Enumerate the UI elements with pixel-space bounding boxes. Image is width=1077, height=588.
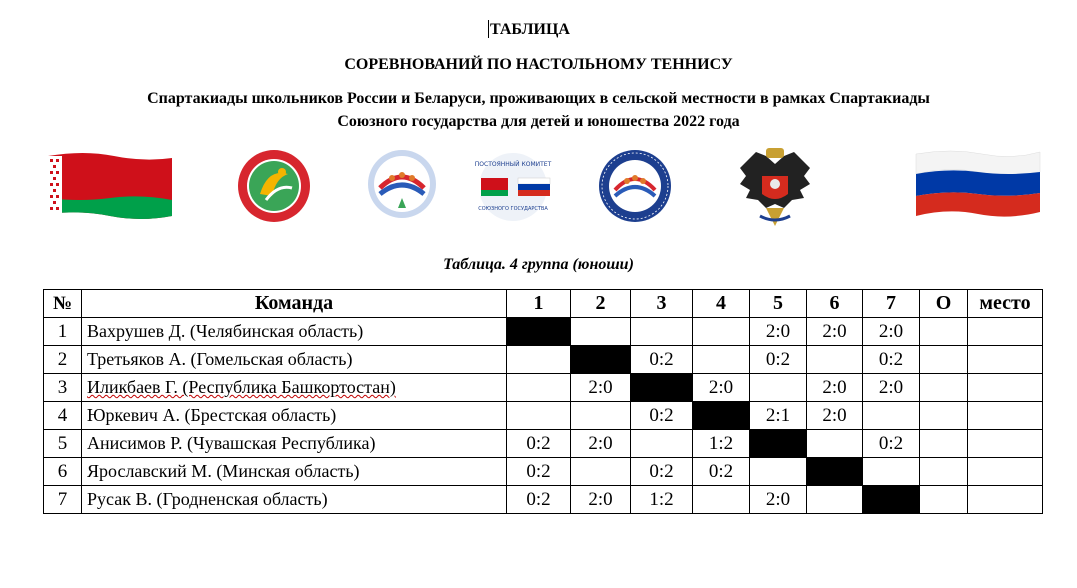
points-cell bbox=[920, 402, 968, 430]
text-cursor bbox=[488, 20, 489, 38]
result-cell: 2:0 bbox=[750, 486, 807, 514]
result-cell: 2:0 bbox=[807, 318, 863, 346]
result-cell: 2:0 bbox=[807, 374, 863, 402]
event-description-line-2: Союзного государства для детей и юношества 2022 года bbox=[337, 113, 740, 130]
result-cell bbox=[693, 346, 750, 374]
table-row bbox=[44, 318, 1043, 346]
self-match-cell bbox=[863, 486, 920, 514]
result-cell: 2:0 bbox=[750, 318, 807, 346]
result-cell: 2:0 bbox=[571, 486, 631, 514]
svg-text:СОЮЗНОГО ГОСУДАРСТВА: СОЮЗНОГО ГОСУДАРСТВА bbox=[478, 206, 548, 212]
place-cell bbox=[968, 486, 1043, 514]
result-cell: 0:2 bbox=[631, 458, 693, 486]
header-points: О bbox=[920, 290, 968, 318]
results-table bbox=[43, 289, 1043, 514]
result-cell: 0:2 bbox=[863, 430, 920, 458]
place-cell bbox=[968, 346, 1043, 374]
result-cell bbox=[631, 318, 693, 346]
result-cell bbox=[507, 374, 571, 402]
result-cell bbox=[863, 402, 920, 430]
table-row bbox=[44, 346, 1043, 374]
result-cell: 2:1 bbox=[750, 402, 807, 430]
place-cell bbox=[968, 458, 1043, 486]
points-cell bbox=[920, 430, 968, 458]
result-cell: 0:2 bbox=[631, 346, 693, 374]
result-cell bbox=[693, 486, 750, 514]
russia-coat-of-arms bbox=[736, 146, 814, 230]
result-cell: 2:0 bbox=[863, 374, 920, 402]
header-place: место bbox=[968, 290, 1043, 318]
header-row bbox=[44, 290, 1043, 318]
result-cell: 0:2 bbox=[507, 430, 571, 458]
result-cell bbox=[507, 346, 571, 374]
place-cell bbox=[968, 374, 1043, 402]
russia-flag bbox=[912, 148, 1044, 220]
points-cell bbox=[920, 318, 968, 346]
result-cell: 0:2 bbox=[750, 346, 807, 374]
result-cell bbox=[807, 346, 863, 374]
result-cell bbox=[631, 430, 693, 458]
team-name: Третьяков А. (Гомельская область) bbox=[82, 346, 507, 374]
self-match-cell bbox=[631, 374, 693, 402]
team-name: Анисимов Р. (Чувашская Республика) bbox=[82, 430, 507, 458]
self-match-cell bbox=[693, 402, 750, 430]
svg-text:ПОСТОЯННЫЙ КОМИТЕТ: ПОСТОЯННЫЙ КОМИТЕТ bbox=[474, 161, 552, 168]
team-name: Русак В. (Гродненская область) bbox=[82, 486, 507, 514]
result-cell bbox=[807, 430, 863, 458]
result-cell bbox=[750, 458, 807, 486]
page-title: ТАБЛИЦА bbox=[490, 21, 570, 38]
points-cell bbox=[920, 374, 968, 402]
union-state-logo bbox=[597, 148, 673, 224]
result-cell: 0:2 bbox=[507, 458, 571, 486]
result-cell: 1:2 bbox=[631, 486, 693, 514]
result-cell: 2:0 bbox=[571, 430, 631, 458]
team-name-text: Иликбаев Г. (Республика Башкортостан) bbox=[87, 377, 396, 397]
table-row bbox=[44, 430, 1043, 458]
team-name bbox=[82, 374, 507, 402]
result-cell: 2:0 bbox=[571, 374, 631, 402]
points-cell bbox=[920, 458, 968, 486]
points-cell bbox=[920, 486, 968, 514]
result-cell: 0:2 bbox=[693, 458, 750, 486]
header-col-4: 4 bbox=[693, 290, 750, 318]
header-col-1: 1 bbox=[507, 290, 571, 318]
result-cell bbox=[571, 402, 631, 430]
row-number: 5 bbox=[44, 430, 82, 458]
belarus-flag bbox=[44, 150, 176, 222]
team-name: Вахрушев Д. (Челябинская область) bbox=[82, 318, 507, 346]
result-cell bbox=[863, 458, 920, 486]
result-cell bbox=[571, 318, 631, 346]
table-row bbox=[44, 486, 1043, 514]
belarus-sport-logo bbox=[236, 148, 312, 224]
header-team: Команда bbox=[82, 290, 507, 318]
standing-committee-logo bbox=[470, 152, 556, 222]
table-row bbox=[44, 458, 1043, 486]
row-number: 6 bbox=[44, 458, 82, 486]
result-cell bbox=[693, 318, 750, 346]
header-col-3: 3 bbox=[631, 290, 693, 318]
header-col-5: 5 bbox=[750, 290, 807, 318]
row-number: 2 bbox=[44, 346, 82, 374]
points-cell bbox=[920, 346, 968, 374]
result-cell bbox=[507, 402, 571, 430]
row-number: 3 bbox=[44, 374, 82, 402]
row-number: 7 bbox=[44, 486, 82, 514]
result-cell: 1:2 bbox=[693, 430, 750, 458]
result-cell: 2:0 bbox=[693, 374, 750, 402]
result-cell bbox=[571, 458, 631, 486]
place-cell bbox=[968, 318, 1043, 346]
result-cell: 0:2 bbox=[863, 346, 920, 374]
self-match-cell bbox=[571, 346, 631, 374]
header-col-6: 6 bbox=[807, 290, 863, 318]
place-cell bbox=[968, 402, 1043, 430]
table-row bbox=[44, 402, 1043, 430]
page-subtitle: СОРЕВНОВАНИЙ ПО НАСТОЛЬНОМУ ТЕННИСУ bbox=[344, 56, 733, 73]
result-cell: 2:0 bbox=[807, 402, 863, 430]
self-match-cell bbox=[750, 430, 807, 458]
header-col-2: 2 bbox=[571, 290, 631, 318]
table-row bbox=[44, 374, 1043, 402]
self-match-cell bbox=[807, 458, 863, 486]
place-cell bbox=[968, 430, 1043, 458]
result-cell: 0:2 bbox=[631, 402, 693, 430]
spartakiad-logo bbox=[366, 148, 438, 220]
header-number: № bbox=[44, 290, 82, 318]
header-col-7: 7 bbox=[863, 290, 920, 318]
result-cell bbox=[807, 486, 863, 514]
table-caption: Таблица. 4 группа (юноши) bbox=[443, 256, 634, 273]
row-number: 4 bbox=[44, 402, 82, 430]
event-description-line-1: Спартакиады школьников России и Беларуси, проживающих в сельской местности в рамках Спартакиады bbox=[147, 90, 930, 107]
team-name: Юркевич А. (Брестская область) bbox=[82, 402, 507, 430]
result-cell: 2:0 bbox=[863, 318, 920, 346]
result-cell bbox=[750, 374, 807, 402]
row-number: 1 bbox=[44, 318, 82, 346]
self-match-cell bbox=[507, 318, 571, 346]
result-cell: 0:2 bbox=[507, 486, 571, 514]
team-name: Ярославский М. (Минская область) bbox=[82, 458, 507, 486]
